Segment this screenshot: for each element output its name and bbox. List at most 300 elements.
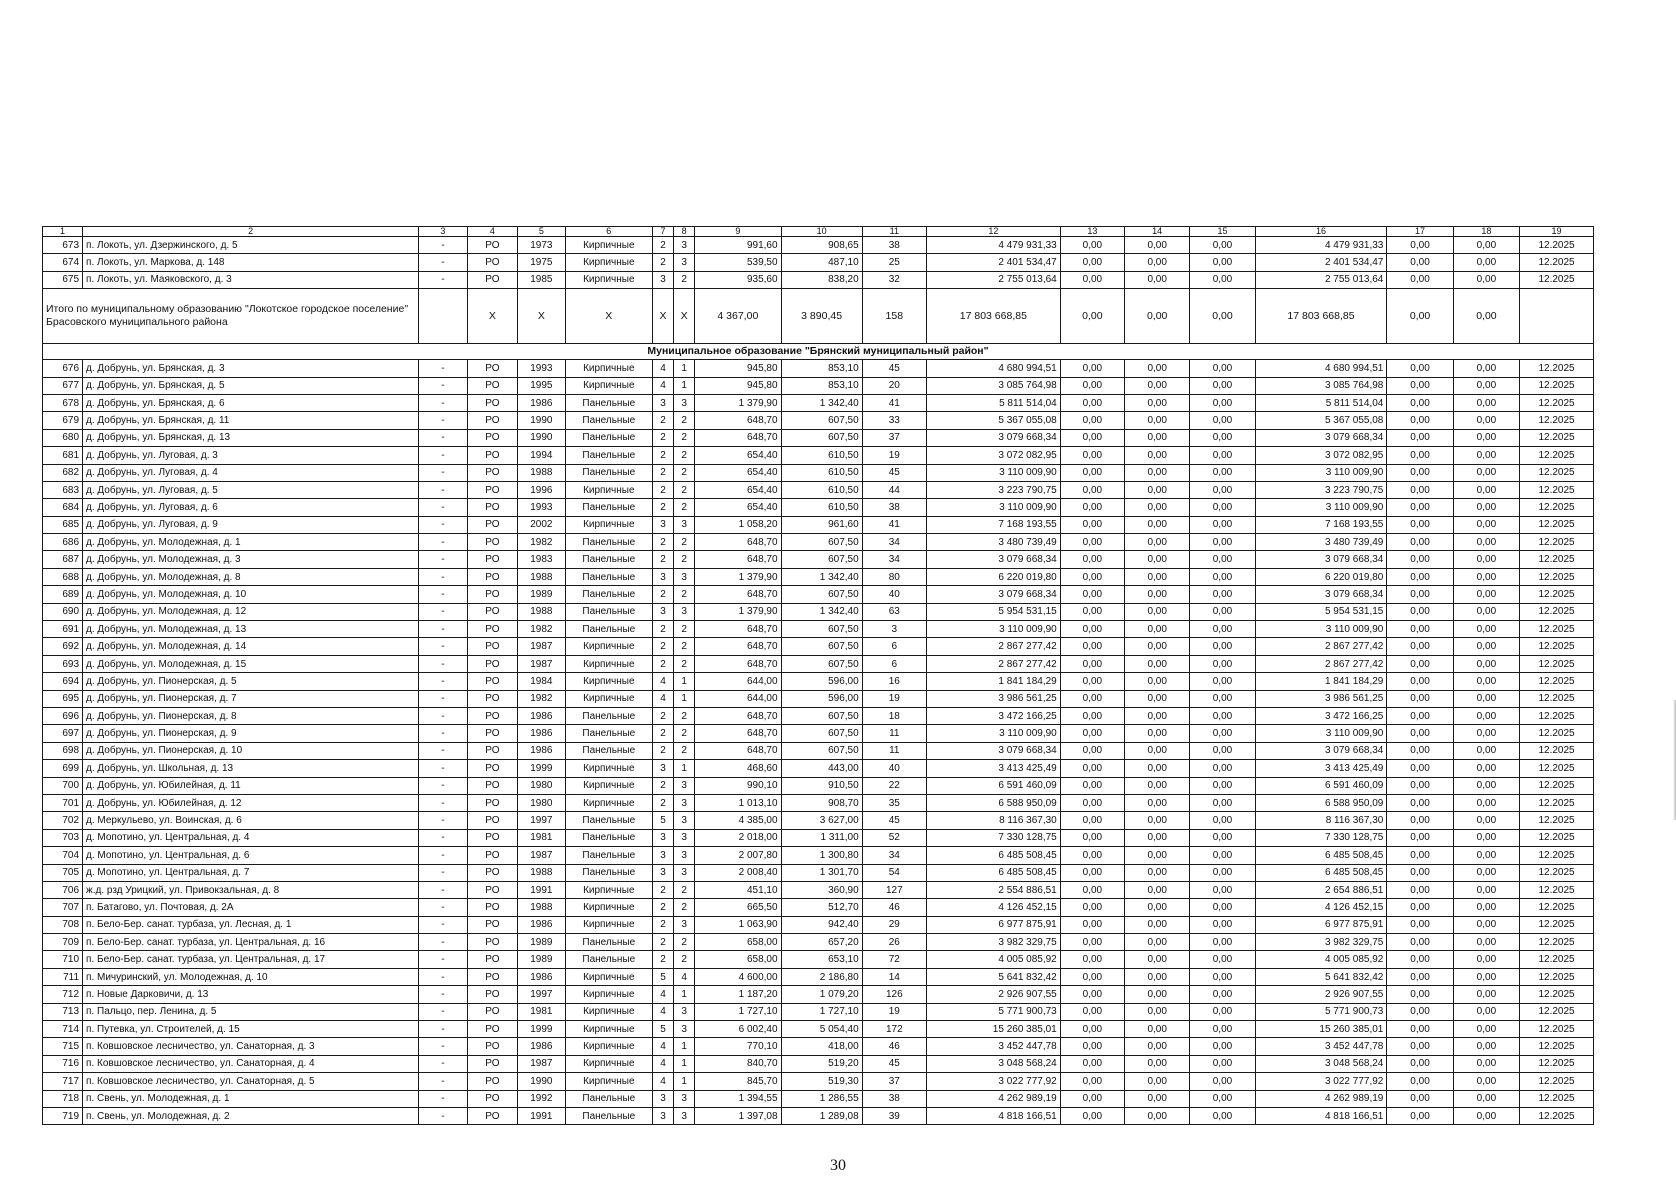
cell-col-6: Панельные <box>565 621 652 638</box>
cell-col-8: 3 <box>674 916 695 933</box>
cell-col-18: 0,00 <box>1453 586 1519 603</box>
cell-col-13: 0,00 <box>1060 707 1124 724</box>
cell-col-5: 1989 <box>518 934 565 951</box>
cell-col-10: 1 286,55 <box>781 1090 862 1107</box>
cell-col-16: 5 811 514,04 <box>1255 394 1387 411</box>
cell-col-17: 0,00 <box>1387 655 1453 672</box>
cell-col-5: 1988 <box>518 568 565 585</box>
cell-col-16: 2 401 534,47 <box>1255 254 1387 271</box>
cell-col-19: 12.2025 <box>1520 1003 1594 1020</box>
cell-col-15: 0,00 <box>1190 777 1255 794</box>
cell-col-9: 945,80 <box>695 360 781 377</box>
cell-col-8: 2 <box>674 638 695 655</box>
cell-col-11: 46 <box>862 899 926 916</box>
cell-col-14: 0,00 <box>1125 812 1190 829</box>
cell-col-5: 1980 <box>518 794 565 811</box>
cell-col-4: РО <box>467 881 518 898</box>
column-number-1: 1 <box>43 227 83 237</box>
cell-col-14: 0,00 <box>1125 621 1190 638</box>
cell-col-18: 0,00 <box>1453 707 1519 724</box>
cell-col-10: 1 301,70 <box>781 864 862 881</box>
cell-col-18: 0,00 <box>1453 254 1519 271</box>
cell-col-16: 2 926 907,55 <box>1255 986 1387 1003</box>
column-number-19: 19 <box>1520 227 1594 237</box>
cell-col-9: 2 008,40 <box>695 864 781 881</box>
cell-col-7: 3 <box>653 568 674 585</box>
cell-col-12: 4 005 085,92 <box>926 951 1060 968</box>
cell-col-8: 2 <box>674 481 695 498</box>
cell-col-3: - <box>419 881 467 898</box>
table-row <box>43 864 1594 881</box>
cell-col-3: - <box>419 916 467 933</box>
cell-col-7: 4 <box>653 1038 674 1055</box>
cell-col-8: 1 <box>674 377 695 394</box>
cell-col-3: - <box>419 621 467 638</box>
cell-col-18: 0,00 <box>1453 881 1519 898</box>
cell-col-7: 2 <box>653 621 674 638</box>
cell-col-7: 2 <box>653 655 674 672</box>
cell-col-16: 6 588 950,09 <box>1255 794 1387 811</box>
column-number-15: 15 <box>1190 227 1255 237</box>
cell-col-8: 2 <box>674 899 695 916</box>
cell-col-8: 1 <box>674 1073 695 1090</box>
cell-col-16: 6 220 019,80 <box>1255 568 1387 585</box>
cell-col-13: 0,00 <box>1060 742 1124 759</box>
cell-col-13: 0,00 <box>1060 464 1124 481</box>
cell-col-3: - <box>419 360 467 377</box>
column-number-14: 14 <box>1125 227 1190 237</box>
cell-col-10: 653,10 <box>781 951 862 968</box>
cell-col-11: 34 <box>862 847 926 864</box>
cell-col-18: 0,00 <box>1453 1107 1519 1124</box>
cell-col-4: РО <box>467 760 518 777</box>
cell-col-5: 1989 <box>518 586 565 603</box>
cell-col-1: 714 <box>43 1021 83 1038</box>
cell-col-15: 0,00 <box>1190 499 1255 516</box>
cell-col-13: 0,00 <box>1060 394 1124 411</box>
cell-col-18: 0,00 <box>1453 499 1519 516</box>
cell-col-19: 12.2025 <box>1520 1090 1594 1107</box>
table-row <box>43 986 1594 1003</box>
cell-col-7: 2 <box>653 447 674 464</box>
cell-col-19: 12.2025 <box>1520 412 1594 429</box>
column-number-11: 11 <box>862 227 926 237</box>
cell-col-5: 1990 <box>518 429 565 446</box>
cell-col-6: Панельные <box>565 429 652 446</box>
subtotal-cell-c5: X <box>518 289 565 344</box>
cell-col-17: 0,00 <box>1387 586 1453 603</box>
cell-col-18: 0,00 <box>1453 621 1519 638</box>
cell-col-3: - <box>419 847 467 864</box>
cell-col-8: 2 <box>674 881 695 898</box>
cell-col-11: 41 <box>862 394 926 411</box>
cell-col-6: Панельные <box>565 934 652 951</box>
cell-col-5: 1999 <box>518 1021 565 1038</box>
cell-col-2: д. Добрунь, ул. Пионерская, д. 10 <box>83 742 419 759</box>
table-row <box>43 237 1594 254</box>
cell-col-17: 0,00 <box>1387 254 1453 271</box>
cell-col-13: 0,00 <box>1060 725 1124 742</box>
cell-col-10: 443,00 <box>781 760 862 777</box>
cell-col-10: 360,90 <box>781 881 862 898</box>
table-row <box>43 812 1594 829</box>
cell-col-9: 1 379,90 <box>695 394 781 411</box>
cell-col-1: 686 <box>43 534 83 551</box>
cell-col-9: 2 018,00 <box>695 829 781 846</box>
cell-col-10: 942,40 <box>781 916 862 933</box>
table-row <box>43 377 1594 394</box>
cell-col-11: 52 <box>862 829 926 846</box>
cell-col-7: 2 <box>653 934 674 951</box>
cell-col-5: 1995 <box>518 377 565 394</box>
cell-col-8: 2 <box>674 951 695 968</box>
cell-col-8: 1 <box>674 760 695 777</box>
cell-col-8: 3 <box>674 864 695 881</box>
cell-col-8: 2 <box>674 412 695 429</box>
cell-col-11: 38 <box>862 499 926 516</box>
cell-col-3: - <box>419 1038 467 1055</box>
cell-col-3: - <box>419 638 467 655</box>
cell-col-17: 0,00 <box>1387 621 1453 638</box>
cell-col-16: 3 110 009,90 <box>1255 621 1387 638</box>
cell-col-10: 610,50 <box>781 464 862 481</box>
cell-col-6: Панельные <box>565 534 652 551</box>
cell-col-13: 0,00 <box>1060 638 1124 655</box>
cell-col-7: 2 <box>653 881 674 898</box>
cell-col-2: д. Добрунь, ул. Луговая, д. 4 <box>83 464 419 481</box>
subtotal-cell-c7: X <box>653 289 674 344</box>
cell-col-7: 4 <box>653 673 674 690</box>
cell-col-12: 6 591 460,09 <box>926 777 1060 794</box>
cell-col-12: 1 841 184,29 <box>926 673 1060 690</box>
table-row <box>43 412 1594 429</box>
cell-col-6: Панельные <box>565 394 652 411</box>
cell-col-12: 3 022 777,92 <box>926 1073 1060 1090</box>
cell-col-13: 0,00 <box>1060 237 1124 254</box>
cell-col-7: 2 <box>653 638 674 655</box>
cell-col-9: 4 385,00 <box>695 812 781 829</box>
cell-col-14: 0,00 <box>1125 742 1190 759</box>
cell-col-18: 0,00 <box>1453 690 1519 707</box>
cell-col-6: Кирпичные <box>565 881 652 898</box>
cell-col-17: 0,00 <box>1387 794 1453 811</box>
cell-col-9: 648,70 <box>695 742 781 759</box>
cell-col-12: 3 480 739,49 <box>926 534 1060 551</box>
cell-col-8: 2 <box>674 499 695 516</box>
cell-col-15: 0,00 <box>1190 237 1255 254</box>
cell-col-2: д. Мопотино, ул. Центральная, д. 4 <box>83 829 419 846</box>
cell-col-4: РО <box>467 655 518 672</box>
subtotal-cell-c18: 0,00 <box>1453 289 1519 344</box>
cell-col-8: 3 <box>674 1021 695 1038</box>
cell-col-5: 1986 <box>518 394 565 411</box>
cell-col-14: 0,00 <box>1125 568 1190 585</box>
cell-col-15: 0,00 <box>1190 881 1255 898</box>
cell-col-10: 607,50 <box>781 742 862 759</box>
cell-col-7: 2 <box>653 899 674 916</box>
cell-col-9: 648,70 <box>695 534 781 551</box>
cell-col-12: 2 401 534,47 <box>926 254 1060 271</box>
cell-col-3: - <box>419 481 467 498</box>
cell-col-18: 0,00 <box>1453 986 1519 1003</box>
cell-col-12: 3 110 009,90 <box>926 621 1060 638</box>
cell-col-8: 2 <box>674 707 695 724</box>
cell-col-16: 4 126 452,15 <box>1255 899 1387 916</box>
cell-col-16: 15 260 385,01 <box>1255 1021 1387 1038</box>
cell-col-9: 935,60 <box>695 271 781 288</box>
cell-col-2: п. Бело-Бер. санат. турбаза, ул. Центральная, д. 17 <box>83 951 419 968</box>
cell-col-13: 0,00 <box>1060 271 1124 288</box>
table-row <box>43 603 1594 620</box>
cell-col-12: 3 079 668,34 <box>926 551 1060 568</box>
cell-col-4: РО <box>467 690 518 707</box>
cell-col-12: 7 330 128,75 <box>926 829 1060 846</box>
cell-col-1: 710 <box>43 951 83 968</box>
cell-col-8: 4 <box>674 968 695 985</box>
cell-col-3: - <box>419 725 467 742</box>
cell-col-2: д. Мопотино, ул. Центральная, д. 7 <box>83 864 419 881</box>
cell-col-9: 451,10 <box>695 881 781 898</box>
cell-col-1: 684 <box>43 499 83 516</box>
cell-col-14: 0,00 <box>1125 429 1190 446</box>
cell-col-5: 1980 <box>518 777 565 794</box>
cell-col-16: 3 472 166,25 <box>1255 707 1387 724</box>
cell-col-19: 12.2025 <box>1520 899 1594 916</box>
cell-col-6: Панельные <box>565 951 652 968</box>
cell-col-3: - <box>419 673 467 690</box>
cell-col-17: 0,00 <box>1387 534 1453 551</box>
cell-col-4: РО <box>467 638 518 655</box>
cell-col-10: 853,10 <box>781 377 862 394</box>
cell-col-10: 1 342,40 <box>781 603 862 620</box>
cell-col-5: 1986 <box>518 742 565 759</box>
cell-col-4: РО <box>467 951 518 968</box>
cell-col-11: 35 <box>862 794 926 811</box>
cell-col-6: Кирпичные <box>565 360 652 377</box>
cell-col-6: Панельные <box>565 707 652 724</box>
cell-col-3: - <box>419 551 467 568</box>
cell-col-6: Кирпичные <box>565 271 652 288</box>
cell-col-14: 0,00 <box>1125 586 1190 603</box>
cell-col-2: п. Путевка, ул. Строителей, д. 15 <box>83 1021 419 1038</box>
cell-col-9: 644,00 <box>695 690 781 707</box>
cell-col-18: 0,00 <box>1453 412 1519 429</box>
cell-col-10: 596,00 <box>781 673 862 690</box>
cell-col-16: 4 818 166,51 <box>1255 1107 1387 1124</box>
cell-col-2: п. Бело-Бер. санат. турбаза, ул. Центральная, д. 16 <box>83 934 419 951</box>
cell-col-1: 692 <box>43 638 83 655</box>
cell-col-4: РО <box>467 829 518 846</box>
cell-col-14: 0,00 <box>1125 377 1190 394</box>
table-row <box>43 516 1594 533</box>
cell-col-12: 3 079 668,34 <box>926 742 1060 759</box>
cell-col-16: 5 641 832,42 <box>1255 968 1387 985</box>
cell-col-12: 6 588 950,09 <box>926 794 1060 811</box>
table-row <box>43 673 1594 690</box>
cell-col-4: РО <box>467 742 518 759</box>
cell-col-5: 1987 <box>518 1055 565 1072</box>
cell-col-1: 695 <box>43 690 83 707</box>
cell-col-14: 0,00 <box>1125 777 1190 794</box>
cell-col-8: 3 <box>674 394 695 411</box>
cell-col-17: 0,00 <box>1387 707 1453 724</box>
cell-col-1: 678 <box>43 394 83 411</box>
cell-col-8: 3 <box>674 568 695 585</box>
cell-col-1: 716 <box>43 1055 83 1072</box>
cell-col-5: 1993 <box>518 499 565 516</box>
cell-col-14: 0,00 <box>1125 847 1190 864</box>
cell-col-8: 2 <box>674 271 695 288</box>
cell-col-10: 610,50 <box>781 481 862 498</box>
cell-col-3: - <box>419 707 467 724</box>
subtotal-row <box>43 289 1594 344</box>
cell-col-4: РО <box>467 986 518 1003</box>
cell-col-10: 610,50 <box>781 447 862 464</box>
subtotal-cell-c10: 3 890,45 <box>781 289 862 344</box>
section-header-row <box>43 344 1594 360</box>
table-row <box>43 1107 1594 1124</box>
subtotal-cell-c16: 17 803 668,85 <box>1255 289 1387 344</box>
cell-col-12: 2 755 013,64 <box>926 271 1060 288</box>
cell-col-16: 6 485 508,45 <box>1255 864 1387 881</box>
cell-col-5: 1988 <box>518 899 565 916</box>
table-row <box>43 760 1594 777</box>
cell-col-9: 1 058,20 <box>695 516 781 533</box>
cell-col-13: 0,00 <box>1060 1021 1124 1038</box>
cell-col-18: 0,00 <box>1453 760 1519 777</box>
cell-col-17: 0,00 <box>1387 638 1453 655</box>
cell-col-1: 709 <box>43 934 83 951</box>
cell-col-15: 0,00 <box>1190 412 1255 429</box>
cell-col-7: 4 <box>653 377 674 394</box>
cell-col-9: 654,40 <box>695 481 781 498</box>
cell-col-9: 665,50 <box>695 899 781 916</box>
cell-col-16: 6 977 875,91 <box>1255 916 1387 933</box>
table-row <box>43 499 1594 516</box>
cell-col-17: 0,00 <box>1387 1038 1453 1055</box>
cell-col-15: 0,00 <box>1190 464 1255 481</box>
cell-col-16: 3 986 561,25 <box>1255 690 1387 707</box>
cell-col-2: п. Локоть, ул. Маяковского, д. 3 <box>83 271 419 288</box>
cell-col-15: 0,00 <box>1190 568 1255 585</box>
cell-col-3: - <box>419 394 467 411</box>
cell-col-19: 12.2025 <box>1520 655 1594 672</box>
cell-col-2: д. Добрунь, ул. Школьная, д. 13 <box>83 760 419 777</box>
cell-col-10: 853,10 <box>781 360 862 377</box>
cell-col-4: РО <box>467 1055 518 1072</box>
cell-col-9: 1 063,90 <box>695 916 781 933</box>
cell-col-18: 0,00 <box>1453 1055 1519 1072</box>
cell-col-2: п. Ковшовское лесничество, ул. Санаторная, д. 5 <box>83 1073 419 1090</box>
section-title: Муниципальное образование "Брянский муниципальный район" <box>43 344 1594 360</box>
cell-col-8: 3 <box>674 829 695 846</box>
cell-col-14: 0,00 <box>1125 499 1190 516</box>
cell-col-2: д. Добрунь, ул. Пионерская, д. 8 <box>83 707 419 724</box>
cell-col-2: д. Добрунь, ул. Молодежная, д. 12 <box>83 603 419 620</box>
cell-col-6: Кирпичные <box>565 760 652 777</box>
cell-col-18: 0,00 <box>1453 794 1519 811</box>
cell-col-8: 2 <box>674 534 695 551</box>
cell-col-5: 2002 <box>518 516 565 533</box>
cell-col-1: 683 <box>43 481 83 498</box>
cell-col-2: д. Добрунь, ул. Молодежная, д. 14 <box>83 638 419 655</box>
cell-col-2: д. Добрунь, ул. Молодежная, д. 15 <box>83 655 419 672</box>
cell-col-10: 607,50 <box>781 725 862 742</box>
cell-col-11: 40 <box>862 760 926 777</box>
cell-col-2: д. Добрунь, ул. Пионерская, д. 5 <box>83 673 419 690</box>
cell-col-11: 34 <box>862 551 926 568</box>
subtotal-cell-c17: 0,00 <box>1387 289 1453 344</box>
cell-col-5: 1984 <box>518 673 565 690</box>
cell-col-4: РО <box>467 464 518 481</box>
cell-col-16: 3 110 009,90 <box>1255 464 1387 481</box>
cell-col-7: 3 <box>653 847 674 864</box>
cell-col-6: Панельные <box>565 586 652 603</box>
cell-col-12: 2 554 886,51 <box>926 881 1060 898</box>
cell-col-2: д. Меркульево, ул. Воинская, д. 6 <box>83 812 419 829</box>
cell-col-13: 0,00 <box>1060 968 1124 985</box>
cell-col-7: 2 <box>653 586 674 603</box>
cell-col-15: 0,00 <box>1190 934 1255 951</box>
column-number-10: 10 <box>781 227 862 237</box>
cell-col-3: - <box>419 271 467 288</box>
cell-col-15: 0,00 <box>1190 760 1255 777</box>
cell-col-6: Кирпичные <box>565 690 652 707</box>
cell-col-3: - <box>419 864 467 881</box>
subtotal-cell-c14: 0,00 <box>1125 289 1190 344</box>
cell-col-11: 18 <box>862 707 926 724</box>
cell-col-10: 512,70 <box>781 899 862 916</box>
cell-col-6: Кирпичные <box>565 1003 652 1020</box>
cell-col-12: 3 048 568,24 <box>926 1055 1060 1072</box>
cell-col-14: 0,00 <box>1125 655 1190 672</box>
cell-col-5: 1975 <box>518 254 565 271</box>
cell-col-15: 0,00 <box>1190 603 1255 620</box>
cell-col-9: 654,40 <box>695 447 781 464</box>
cell-col-18: 0,00 <box>1453 603 1519 620</box>
cell-col-16: 7 330 128,75 <box>1255 829 1387 846</box>
cell-col-14: 0,00 <box>1125 1107 1190 1124</box>
cell-col-4: РО <box>467 1038 518 1055</box>
cell-col-6: Кирпичные <box>565 916 652 933</box>
cell-col-1: 679 <box>43 412 83 429</box>
column-number-18: 18 <box>1453 227 1519 237</box>
cell-col-11: 34 <box>862 534 926 551</box>
cell-col-19: 12.2025 <box>1520 429 1594 446</box>
cell-col-4: РО <box>467 412 518 429</box>
cell-col-11: 45 <box>862 812 926 829</box>
subtotal-cell-c6: X <box>565 289 652 344</box>
cell-col-19: 12.2025 <box>1520 725 1594 742</box>
cell-col-9: 6 002,40 <box>695 1021 781 1038</box>
cell-col-5: 1996 <box>518 481 565 498</box>
cell-col-16: 3 480 739,49 <box>1255 534 1387 551</box>
cell-col-19: 12.2025 <box>1520 1021 1594 1038</box>
cell-col-6: Панельные <box>565 412 652 429</box>
cell-col-17: 0,00 <box>1387 447 1453 464</box>
cell-col-16: 6 591 460,09 <box>1255 777 1387 794</box>
cell-col-13: 0,00 <box>1060 360 1124 377</box>
cell-col-13: 0,00 <box>1060 568 1124 585</box>
table-row <box>43 551 1594 568</box>
cell-col-5: 1986 <box>518 707 565 724</box>
cell-col-2: п. Локоть, ул. Дзержинского, д. 5 <box>83 237 419 254</box>
cell-col-4: РО <box>467 1073 518 1090</box>
cell-col-6: Кирпичные <box>565 1073 652 1090</box>
cell-col-17: 0,00 <box>1387 864 1453 881</box>
cell-col-6: Кирпичные <box>565 986 652 1003</box>
cell-col-5: 1987 <box>518 638 565 655</box>
